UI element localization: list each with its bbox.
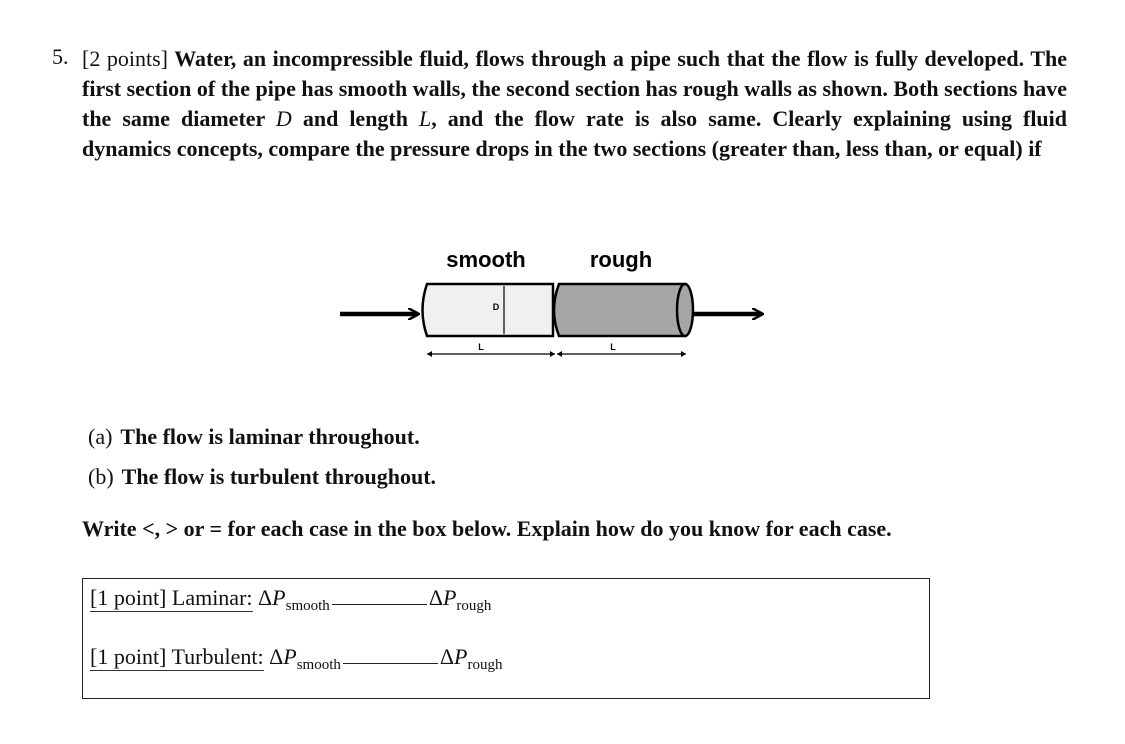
part-a [88,424,420,450]
laminar-answer-blank[interactable] [332,604,427,605]
part-a-label: (a) [88,424,113,449]
pipe-diagram [330,240,780,365]
smooth-pipe-section [423,284,554,336]
delta-p-rough-turbulent: $\Delta P_{rough}$ [439,644,503,673]
delta-p-rough-laminar: $\Delta P_{rough}$ [428,585,492,614]
instructions: Write <, > or = for each case in the box below. Explain how do you know for each case. [82,516,892,541]
question-points: [2 points] [82,46,169,71]
length-symbol: L [419,106,432,131]
pipe-outlet-end [677,284,693,336]
laminar-answer-row [90,585,491,615]
turbulent-lead: [1 point] Turbulent: [90,644,264,669]
diameter-symbol: D [275,106,292,131]
part-b [88,464,436,490]
turbulent-answer-blank[interactable] [343,663,438,664]
delta-p-smooth-turbulent: $\Delta P_{smooth}$ [269,644,341,673]
length-label-smooth: L [478,342,484,352]
question-text-part2: and length [302,106,408,131]
diameter-label: D [492,302,500,312]
turbulent-answer-row [90,644,502,674]
answer-box [82,578,930,699]
delta-p-smooth-laminar: $\Delta P_{smooth}$ [258,585,330,614]
part-b-text: The flow is turbulent throughout. [121,464,437,489]
part-a-text: The flow is laminar throughout. [120,424,420,449]
part-b-label: (b) [88,464,114,489]
rough-pipe-section [554,284,685,336]
length-label-rough: L [610,342,616,352]
laminar-lead: [1 point] Laminar: [90,585,253,610]
question-text-part3: , and the flow rate is also same. Clearly explaining using fluid dynamics concepts, compare the pressure drops in the two sections (greater than, less than, or equal) if [82,106,1068,161]
question-text-part1: Water, an incompressible fluid, flows through a pipe such that the flow is fully developed. The first section of the pipe has smooth walls, the second section has rough walls as shown. Both sections have the same diameter [82,46,1067,131]
smooth-label: smooth [446,247,526,272]
rough-label: rough [589,247,653,272]
question-number: 5. [52,44,69,69]
question-text [82,44,1067,164]
